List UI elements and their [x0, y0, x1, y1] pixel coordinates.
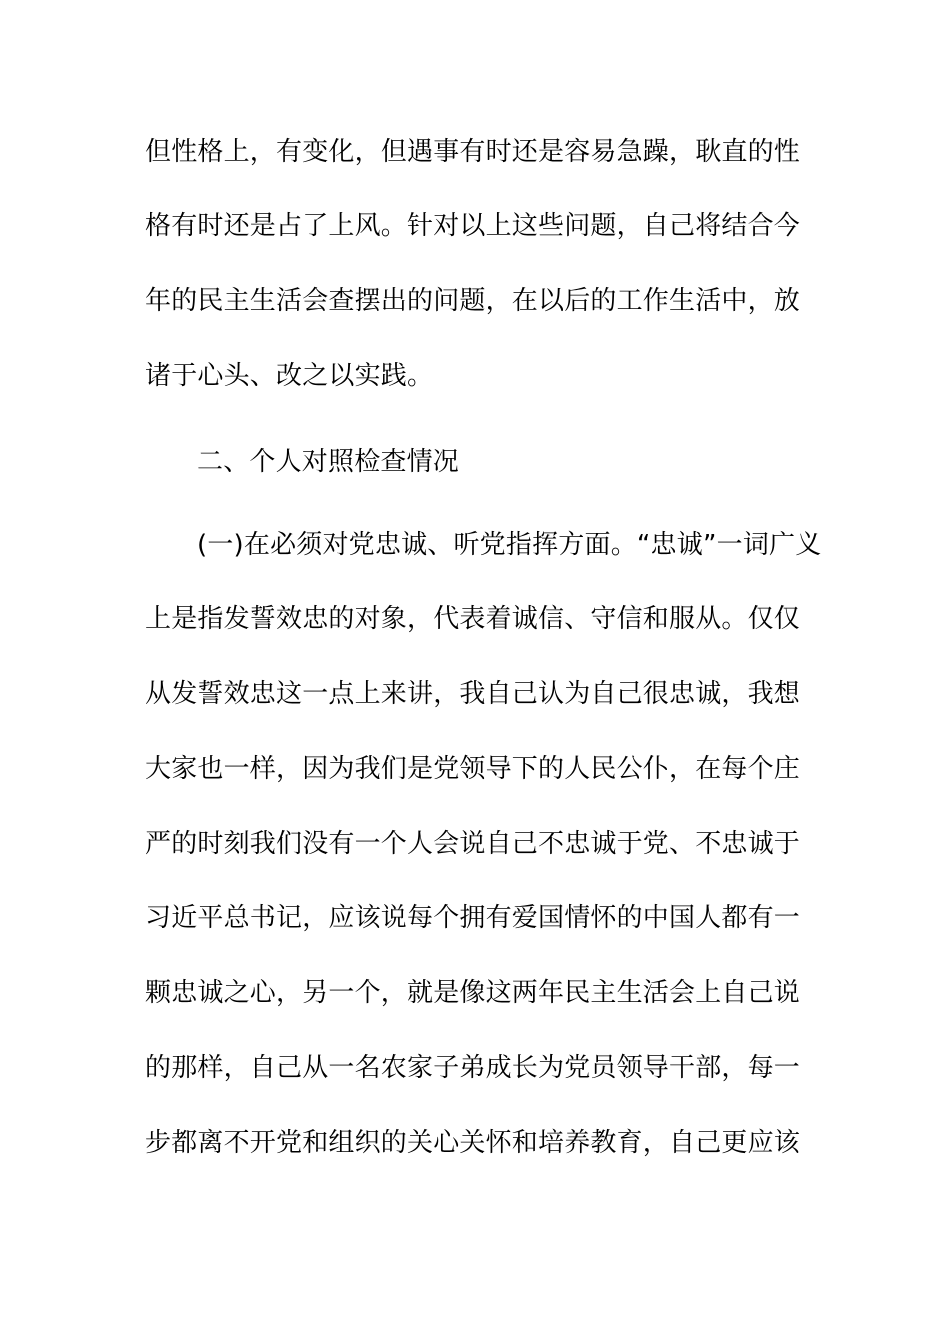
- section-heading: 二、个人对照检查情况: [197, 447, 460, 477]
- body-text-line: 步都离不开党和组织的关心关怀和培养教育，自己更应该: [145, 1128, 801, 1158]
- body-text-line: 诸于心头、改之以实践。: [145, 361, 434, 391]
- body-text-line: 大家也一样，因为我们是党领导下的人民公仆，在每个庄: [145, 754, 801, 784]
- body-text-line: 的那样，自己从一名农家子弟成长为党员领导干部，每一: [145, 1053, 801, 1083]
- body-text-line: 习近平总书记，应该说每个拥有爱国情怀的中国人都有一: [145, 903, 801, 933]
- body-text-line: 年的民主生活会查摆出的问题，在以后的工作生活中，放: [145, 286, 801, 316]
- body-text-line: 格有时还是占了上风。针对以上这些问题，自己将结合今: [145, 211, 801, 241]
- body-text-line: 上是指发誓效忠的对象，代表着诚信、守信和服从。仅仅: [145, 604, 801, 634]
- body-text-line: 颗忠诚之心，另一个，就是像这两年民主生活会上自己说: [145, 978, 801, 1008]
- body-text-line: 但性格上，有变化，但遇事有时还是容易急躁，耿直的性: [145, 137, 801, 167]
- body-text-line: (一)在必须对党忠诚、听党指挥方面。“忠诚”一词广义: [197, 530, 822, 560]
- body-text-line: 从发誓效忠这一点上来讲，我自己认为自己很忠诚，我想: [145, 679, 801, 709]
- body-text-line: 严的时刻我们没有一个人会说自己不忠诚于党、不忠诚于: [145, 829, 801, 859]
